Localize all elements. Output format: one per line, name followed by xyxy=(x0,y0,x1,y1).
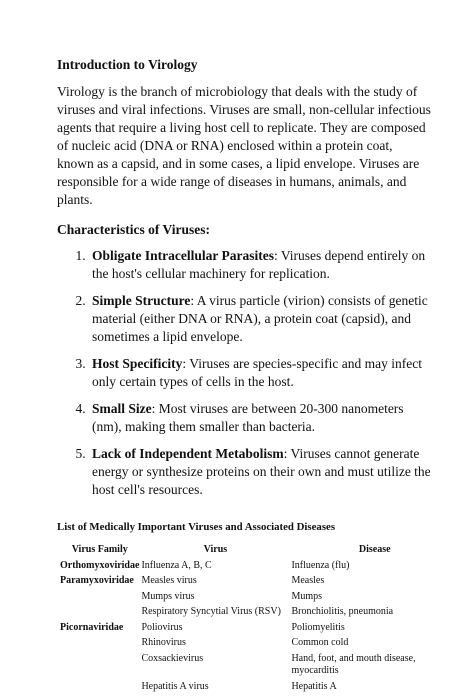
cell-virus: Hepatitis A virus xyxy=(141,681,291,696)
cell-virus: Respiratory Syncytial Virus (RSV) xyxy=(141,606,291,622)
characteristic-term: Obligate Intracellular Parasites xyxy=(92,248,274,263)
cell-virus: Influenza A, B, C xyxy=(141,560,291,576)
characteristic-text: : Viruses depend entirely on the host's cellular machinery for replication. xyxy=(92,248,425,281)
cell-disease: Measles xyxy=(291,575,460,591)
table-row xyxy=(60,560,460,576)
characteristic-text: : A virus particle (virion) consists of genetic material (either DNA or RNA), a protein coat (capsid), and sometimes a lipid envelope. xyxy=(92,293,428,344)
characteristic-item xyxy=(89,355,432,391)
table-row xyxy=(60,681,460,696)
characteristic-term: Host Specificity xyxy=(92,356,182,371)
cell-virus: Poliovirus xyxy=(141,622,291,638)
table-row xyxy=(60,622,460,638)
cell-virus: Rhinovirus xyxy=(141,637,291,653)
cell-family: Picornaviridae xyxy=(60,622,141,638)
table-row xyxy=(60,653,460,681)
characteristic-item xyxy=(89,247,432,283)
characteristic-term: Lack of Independent Metabolism xyxy=(92,446,284,461)
characteristics-list xyxy=(57,247,432,499)
table-header-row xyxy=(60,544,460,560)
cell-virus: Mumps virus xyxy=(141,591,291,607)
cell-virus: Coxsackievirus xyxy=(141,653,291,681)
cell-disease: Mumps xyxy=(291,591,460,607)
characteristic-text: : Viruses are species-specific and may infect only certain types of cells in the host. xyxy=(92,356,422,389)
header-virus: Virus xyxy=(141,544,291,560)
characteristic-item xyxy=(89,292,432,346)
characteristic-text: : Viruses cannot generate energy or synthesize proteins on their own and must utilize the host cell's resources. xyxy=(92,446,431,497)
characteristic-text: : Most viruses are between 20-300 nanometers (nm), making them smaller than bacteria. xyxy=(92,401,404,434)
characteristic-item xyxy=(89,400,432,436)
table-row xyxy=(60,575,460,591)
characteristics-heading: Characteristics of Viruses: xyxy=(57,221,432,239)
table-row xyxy=(60,606,460,622)
cell-disease: Bronchiolitis, pneumonia xyxy=(291,606,460,622)
cell-disease: Poliomyelitis xyxy=(291,622,460,638)
header-virus-family: Virus Family xyxy=(60,544,141,560)
cell-family xyxy=(60,653,141,681)
table-row xyxy=(60,637,460,653)
intro-paragraph: Virology is the branch of microbiology that deals with the study of viruses and viral infections. Viruses are small, non-cellular infectious agents that require a living host cell to replicate. They are composed of nucleic acid (DNA or RNA) enclosed within a protein coat, known as a capsid, and in some cases, a lipid envelope. Viruses are responsible for a wide range of diseases in humans, animals, and plants. xyxy=(57,83,432,209)
cell-family xyxy=(60,681,141,696)
cell-disease: Hepatitis A xyxy=(291,681,460,696)
cell-family: Paramyxoviridae xyxy=(60,575,141,591)
cell-family: Orthomyxoviridae xyxy=(60,560,141,576)
table-row xyxy=(60,591,460,607)
header-disease: Disease xyxy=(291,544,460,560)
cell-disease: Hand, foot, and mouth disease, myocarditis xyxy=(291,653,460,681)
characteristic-term: Small Size xyxy=(92,401,152,416)
cell-virus: Measles virus xyxy=(141,575,291,591)
virus-table xyxy=(60,544,460,696)
cell-family xyxy=(60,606,141,622)
cell-disease: Common cold xyxy=(291,637,460,653)
characteristic-term: Simple Structure xyxy=(92,293,190,308)
document-title: Introduction to Virology xyxy=(57,56,432,74)
cell-family xyxy=(60,591,141,607)
cell-disease: Influenza (flu) xyxy=(291,560,460,576)
table-title: List of Medically Important Viruses and Associated Diseases xyxy=(57,520,432,534)
cell-family xyxy=(60,637,141,653)
characteristic-item xyxy=(89,445,432,499)
